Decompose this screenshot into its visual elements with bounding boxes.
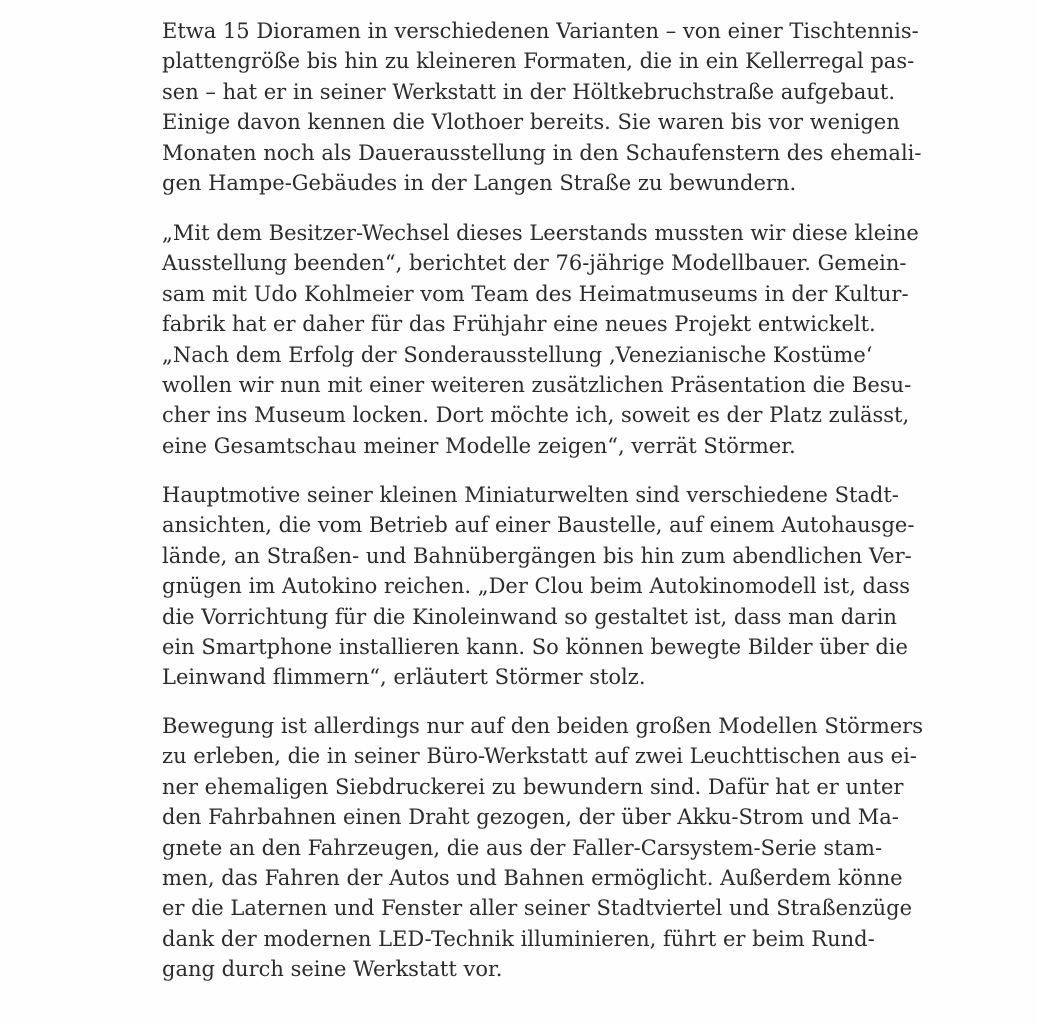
text-line: Einige davon kennen die Vlothoer bereits. Sie waren bis vor wenigen bbox=[162, 110, 900, 135]
text-line: Ausstellung beenden“, berichtet der 76-jährige Modellbauer. Gemein- bbox=[162, 251, 907, 276]
text-line: gang durch seine Werkstatt vor. bbox=[162, 957, 503, 982]
text-line: die Vorrichtung für die Kinoleinwand so gestaltet ist, dass man darin bbox=[162, 604, 897, 629]
text-line: gen Hampe-Gebäudes in der Langen Straße zu bewundern. bbox=[162, 171, 797, 196]
text-line: plattengröße bis hin zu kleineren Formaten, die in ein Kellerregal pas- bbox=[162, 49, 915, 74]
paragraph-2 bbox=[162, 218, 932, 461]
text-line: ansichten, die vom Betrieb auf einer Baustelle, auf einem Autohausge- bbox=[162, 513, 915, 538]
paragraph-4 bbox=[162, 711, 932, 985]
text-line: fabrik hat er daher für das Frühjahr eine neues Projekt entwickelt. bbox=[162, 312, 876, 337]
text-line: Monaten noch als Dauerausstellung in den Schaufenstern des ehemali- bbox=[162, 140, 922, 165]
text-line: er die Laternen und Fenster aller seiner Stadtviertel und Straßenzüge bbox=[162, 896, 913, 921]
text-line: lände, an Straßen- und Bahnübergängen bis hin zum abendlichen Ver- bbox=[162, 543, 912, 568]
text-line: Leinwand flimmern“, erläutert Störmer stolz. bbox=[162, 665, 646, 690]
text-line: Bewegung ist allerdings nur auf den beiden großen Modellen Störmers bbox=[162, 714, 923, 738]
text-line: gnügen im Autokino reichen. „Der Clou beim Autokinomodell ist, dass bbox=[162, 574, 911, 599]
text-line: „Nach dem Erfolg der Sonderausstellung ‚Venezianische Kostüme‘ bbox=[162, 342, 873, 367]
text-line: ner ehemaligen Siebdruckerei zu bewundern sind. Dafür hat er unter bbox=[162, 774, 904, 799]
text-line: Hauptmotive seiner kleinen Miniaturwelten sind verschiedene Stadt- bbox=[162, 483, 899, 507]
text-line: Etwa 15 Dioramen in verschiedenen Varianten – von einer Tischtennis- bbox=[162, 19, 919, 43]
text-line: zu erleben, die in seiner Büro-Werkstatt auf zwei Leuchttischen aus ei- bbox=[162, 744, 917, 769]
text-line: wollen wir nun mit einer weiteren zusätzlichen Präsentation die Besu- bbox=[162, 373, 912, 398]
text-line: ein Smartphone installieren kann. So können bewegte Bilder über die bbox=[162, 635, 908, 660]
text-line: „Mit dem Besitzer-Wechsel dieses Leerstands mussten wir diese kleine bbox=[162, 221, 919, 245]
paragraph-3 bbox=[162, 480, 932, 693]
text-line: men, das Fahren der Autos und Bahnen ermöglicht. Außerdem könne bbox=[162, 866, 903, 891]
text-line: sen – hat er in seiner Werkstatt in der Höltkebruchstraße aufgebaut. bbox=[162, 79, 895, 104]
text-line: gnete an den Fahrzeugen, die aus der Faller-Carsystem-Serie stam- bbox=[162, 835, 883, 860]
text-line: sam mit Udo Kohlmeier vom Team des Heimatmuseums in der Kultur- bbox=[162, 281, 909, 306]
text-line: den Fahrbahnen einen Draht gezogen, der über Akku-Strom und Ma- bbox=[162, 805, 899, 830]
paragraph-1 bbox=[162, 16, 932, 198]
text-line: eine Gesamtschau meiner Modelle zeigen“, verrät Störmer. bbox=[162, 433, 796, 458]
text-line: cher ins Museum locken. Dort möchte ich, soweit es der Platz zulässt, bbox=[162, 403, 910, 428]
text-line: dank der modernen LED-Technik illuminieren, führt er beim Rund- bbox=[162, 926, 875, 951]
